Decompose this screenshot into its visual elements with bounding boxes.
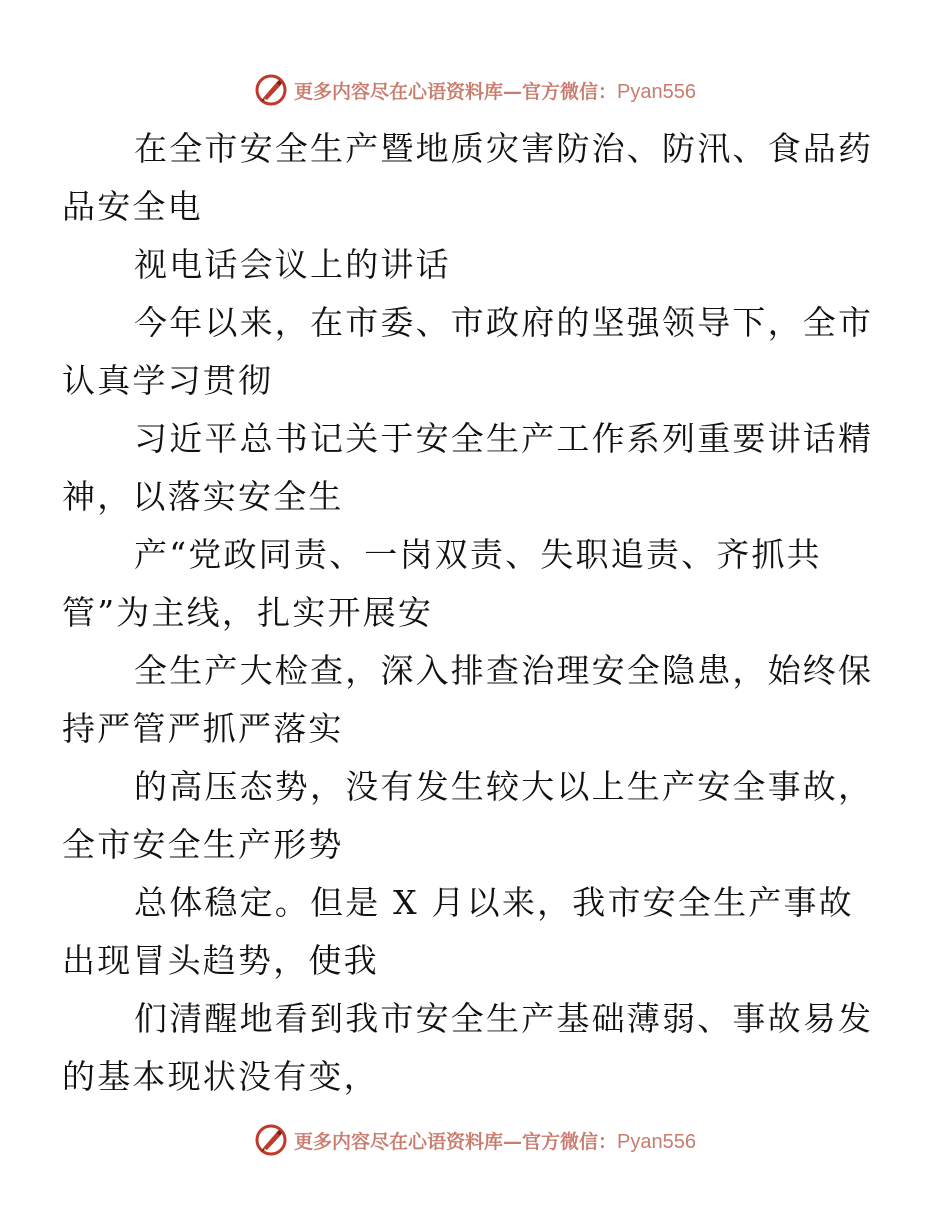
- header-watermark: [0, 70, 950, 110]
- text-line: 出现冒头趋势，使我: [62, 941, 379, 980]
- text-line: 管”为主线，扎实开展安: [62, 593, 434, 632]
- text-line: 总体稳定。但是 X 月以来，我市安全生产事故: [134, 883, 854, 922]
- text-line: 在全市安全生产暨地质灾害防治、防汛、食品药: [134, 129, 874, 168]
- paragraph-6: [62, 642, 874, 758]
- text-line: 持严管严抓严落实: [62, 709, 344, 748]
- paragraph-5: [62, 526, 858, 642]
- watermark-text: 更多内容尽在心语资料库—官方微信：Pyan556: [294, 1130, 696, 1153]
- footer-watermark: [0, 1120, 950, 1160]
- pen-logo-icon: [254, 73, 288, 107]
- text-line: 习近平总书记关于安全生产工作系列重要讲话精: [134, 419, 874, 458]
- paragraph-7: [62, 758, 874, 874]
- paragraph-4: [62, 410, 874, 526]
- text-line: 全生产大检查，深入排查治理安全隐患，始终保: [134, 651, 874, 690]
- paragraph-8: [62, 874, 858, 990]
- paragraph-3: [62, 294, 874, 410]
- paragraph-9: [62, 990, 874, 1106]
- text-line: 的基本现状没有变，: [62, 1057, 379, 1096]
- text-line: 今年以来，在市委、市政府的坚强领导下，全市: [134, 303, 874, 342]
- paragraph-2: [98, 236, 858, 294]
- document-body: [62, 120, 874, 1106]
- text-line: 品安全电: [62, 187, 203, 226]
- text-line: 神，以落实安全生: [62, 477, 344, 516]
- text-line: 产“党政同责、一岗双责、失职追责、齐抓共: [134, 535, 822, 574]
- paragraph-1: [62, 120, 874, 236]
- text-line: 全市安全生产形势: [62, 825, 344, 864]
- text-line: 认真学习贯彻: [62, 361, 274, 400]
- pen-logo-icon: [254, 1123, 288, 1157]
- text-line: 们清醒地看到我市安全生产基础薄弱、事故易发: [134, 999, 874, 1038]
- text-line: 视电话会议上的讲话: [134, 245, 451, 284]
- watermark-text: 更多内容尽在心语资料库—官方微信：Pyan556: [294, 80, 696, 103]
- text-line: 的高压态势，没有发生较大以上生产安全事故，: [134, 767, 874, 806]
